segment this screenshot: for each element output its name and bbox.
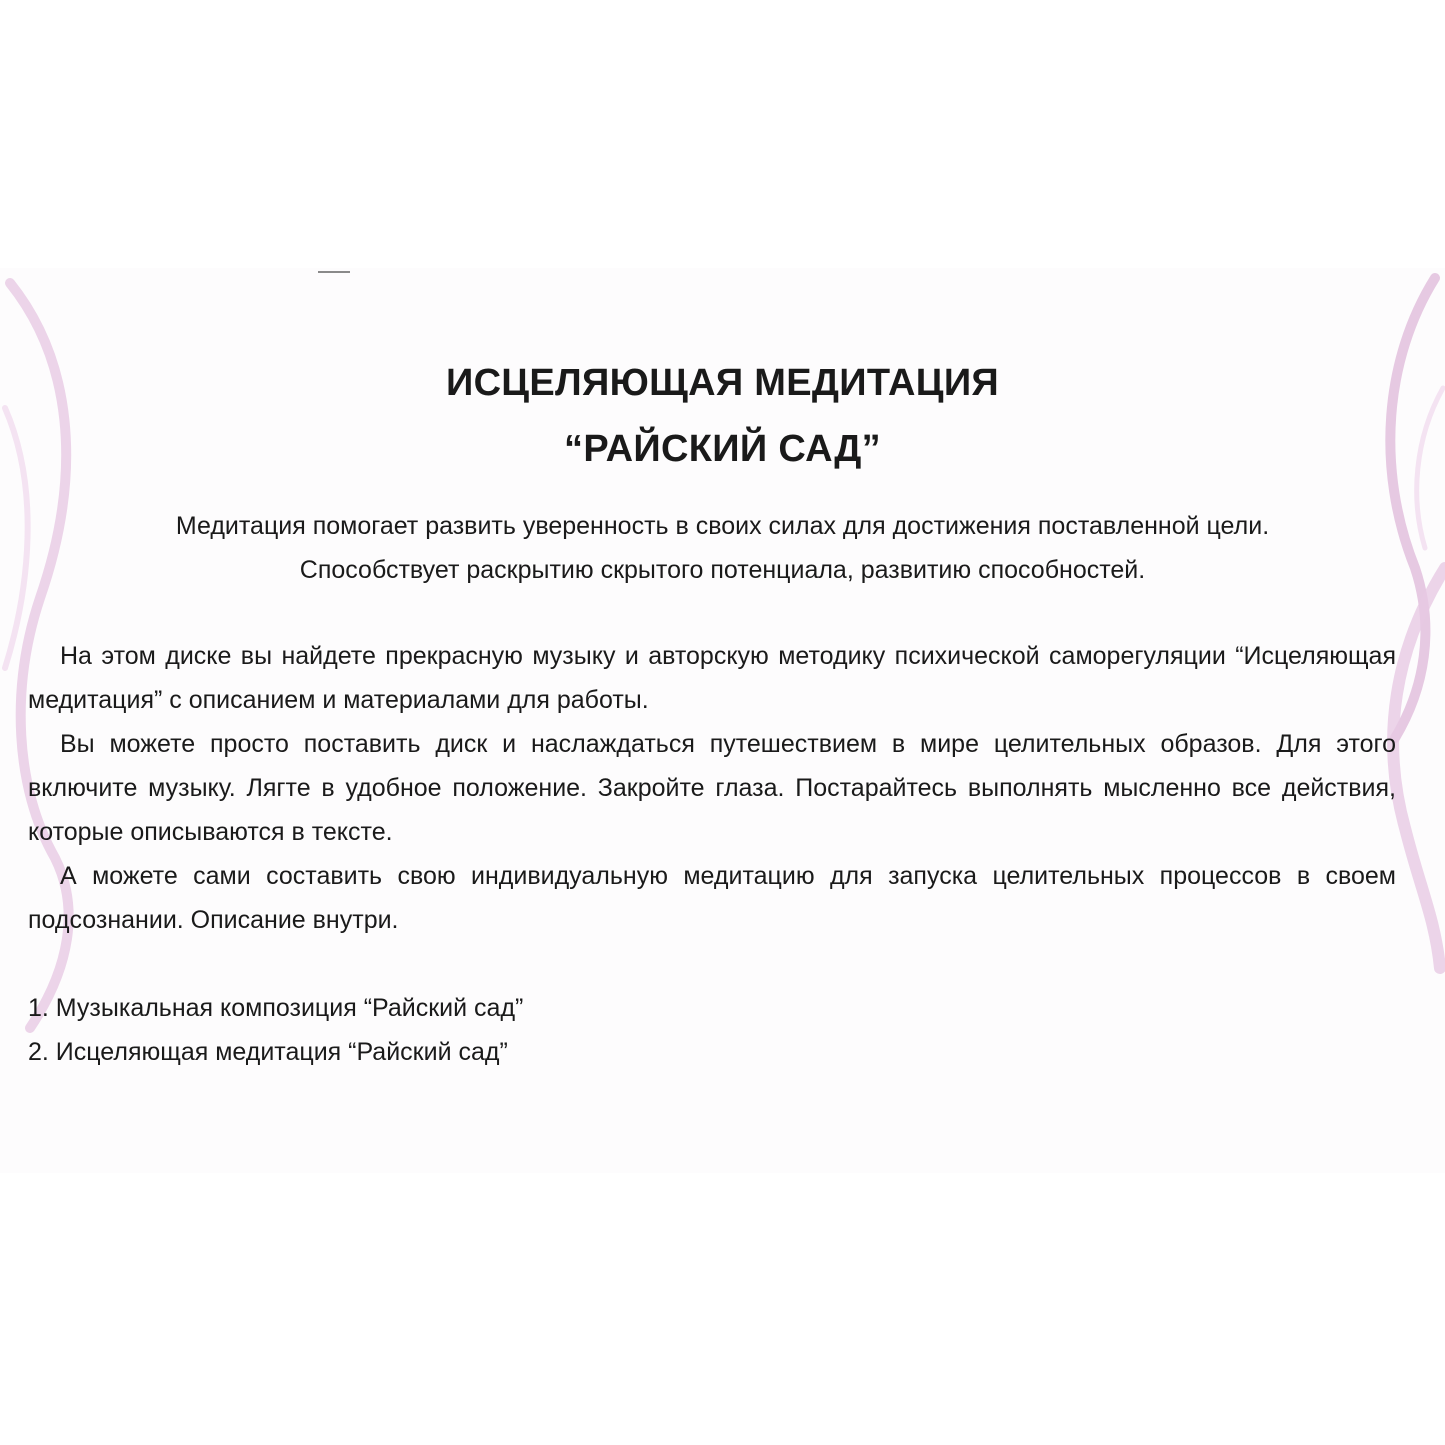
title-line-2: “РАЙСКИЙ САД” (564, 428, 881, 470)
track-item-2: 2. Исцеляющая медитация “Райский сад” (28, 1038, 508, 1066)
title-line-1: ИСЦЕЛЯЮЩАЯ МЕДИТАЦИЯ (445, 362, 1000, 404)
paragraph-2: Вы можете просто поставить диск и наслаждаться путешествием в мире целительных образов. Для этого включите музыку. Лягте в удобное положение. Закройте глаза. Постарайтесь выполнять мысленно все действия, которые описываются в тексте. (28, 730, 1396, 846)
intro-text (0, 504, 1445, 592)
scan-mark (318, 271, 350, 273)
track-list (28, 986, 1028, 1074)
paragraph-3: А можете сами составить свою индивидуальную медитацию для запуска целительных процессов в своем подсознании. Описание внутри. (28, 862, 1396, 934)
document-panel (0, 268, 1445, 1173)
intro-line-1: Медитация помогает развить уверенность в своих силах для достижения поставленной цели. (175, 512, 1270, 540)
intro-line-2: Способствует раскрытию скрытого потенциала, развитию способностей. (299, 556, 1146, 584)
paragraph-1: На этом диске вы найдете прекрасную музыку и авторскую методику психической саморегуляции “Исцеляющая медитация” с описанием и материалами для работы. (28, 642, 1396, 714)
track-item-1: 1. Музыкальная композиция “Райский сад” (28, 994, 524, 1022)
description-body (28, 634, 1396, 942)
document-title (0, 358, 1445, 474)
